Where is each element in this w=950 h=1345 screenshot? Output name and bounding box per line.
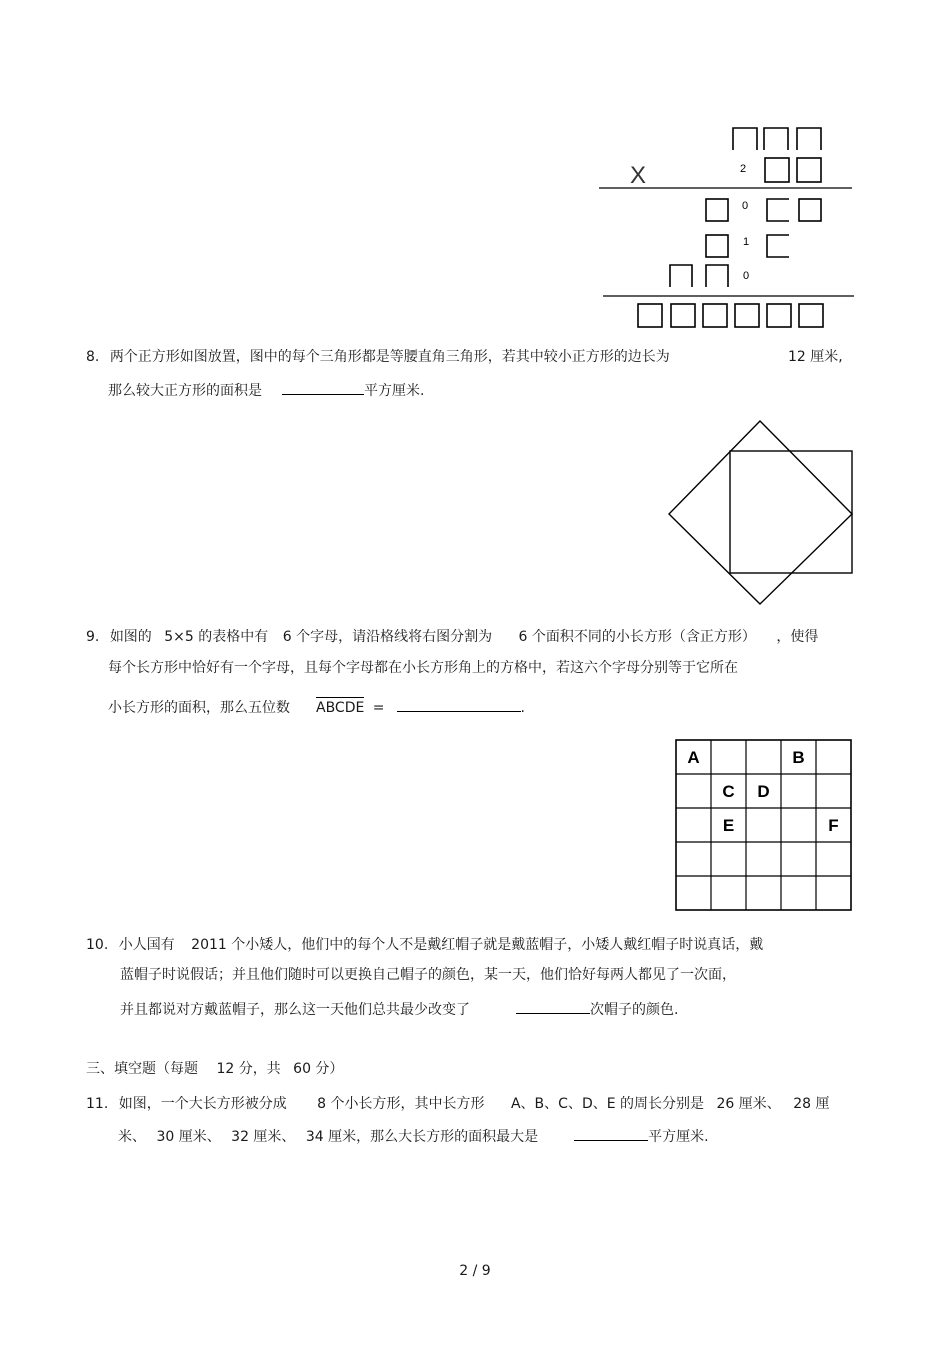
grid-letter-f: F bbox=[828, 816, 839, 835]
q10-line1: 10. 小人国有 2011 个小矮人，他们中的每个人不是戴红帽子就是戴蓝帽子，小矮人戴红帽子时说真话，戴 bbox=[86, 937, 764, 953]
q8-line2: 那么较大正方形的面积是 平方厘米. bbox=[108, 380, 424, 400]
q9-line3: 小长方形的面积，那么五位数 ABCDE = . bbox=[108, 697, 525, 717]
digit-1: 1 bbox=[743, 236, 750, 248]
q10-line2: 蓝帽子时说假话；并且他们随时可以更换自己帽子的颜色，某一天，他们恰好每两人都见了一次面， bbox=[120, 967, 736, 983]
grid-letter-a: A bbox=[687, 748, 700, 767]
grid-letter-d: D bbox=[757, 782, 770, 801]
digit-2: 2 bbox=[740, 163, 747, 175]
q9-line1: 9. 如图的 5×5 的表格中有 6 个字母，请沿格线将右图分割为 6 个面积不同的小长方形（含正方形） ，使得 bbox=[86, 629, 819, 645]
q11-line1: 11. 如图，一个大长方形被分成 8 个小长方形，其中长方形 A、B、C、D、E 的周长分别是 26 厘米、 28 厘 bbox=[86, 1096, 830, 1112]
grid-letter-c: C bbox=[722, 782, 735, 801]
q8-number: 8. bbox=[86, 349, 100, 365]
q8-value: 12 厘米, bbox=[788, 349, 843, 365]
q10-answer-blank[interactable] bbox=[516, 999, 590, 1014]
q8-squares-figure bbox=[660, 415, 860, 610]
q8-answer-blank[interactable] bbox=[282, 380, 364, 395]
grid-letter-e: E bbox=[722, 816, 735, 835]
q9-answer-blank[interactable] bbox=[397, 697, 521, 712]
q11-answer-blank[interactable] bbox=[574, 1126, 648, 1141]
q8-line1 bbox=[86, 348, 670, 366]
grid-border bbox=[676, 740, 851, 910]
letter-grid bbox=[676, 740, 852, 910]
multiplication-puzzle bbox=[0, 0, 950, 340]
q8-text: 两个正方形如图放置，图中的每个三角形都是等腰直角三角形，若其中较小正方形的边长为 bbox=[109, 349, 670, 365]
digit-0-a: 0 bbox=[742, 200, 749, 212]
digit-0-b: 0 bbox=[743, 270, 750, 282]
inner-square bbox=[730, 451, 852, 573]
q11-line2: 米、 30 厘米、 32 厘米、 34 厘米，那么大长方形的面积最大是 平方厘米. bbox=[118, 1126, 709, 1146]
q10-line3: 并且都说对方戴蓝帽子，那么这一天他们总共最少改变了 次帽子的颜色. bbox=[120, 999, 678, 1019]
multiply-symbol: X bbox=[630, 162, 647, 189]
q9-line2: 每个长方形中恰好有一个字母，且每个字母都在小长方形角上的方格中，若这六个字母分别等于它所在 bbox=[108, 660, 738, 676]
section-3-heading: 三、填空题（每题 12 分，共 60 分） bbox=[86, 1061, 344, 1077]
rotated-square bbox=[669, 421, 852, 604]
page-number: 2 / 9 bbox=[459, 1263, 491, 1279]
abcde-overline: ABCDE bbox=[316, 697, 364, 717]
grid-letter-b: B bbox=[792, 748, 805, 767]
